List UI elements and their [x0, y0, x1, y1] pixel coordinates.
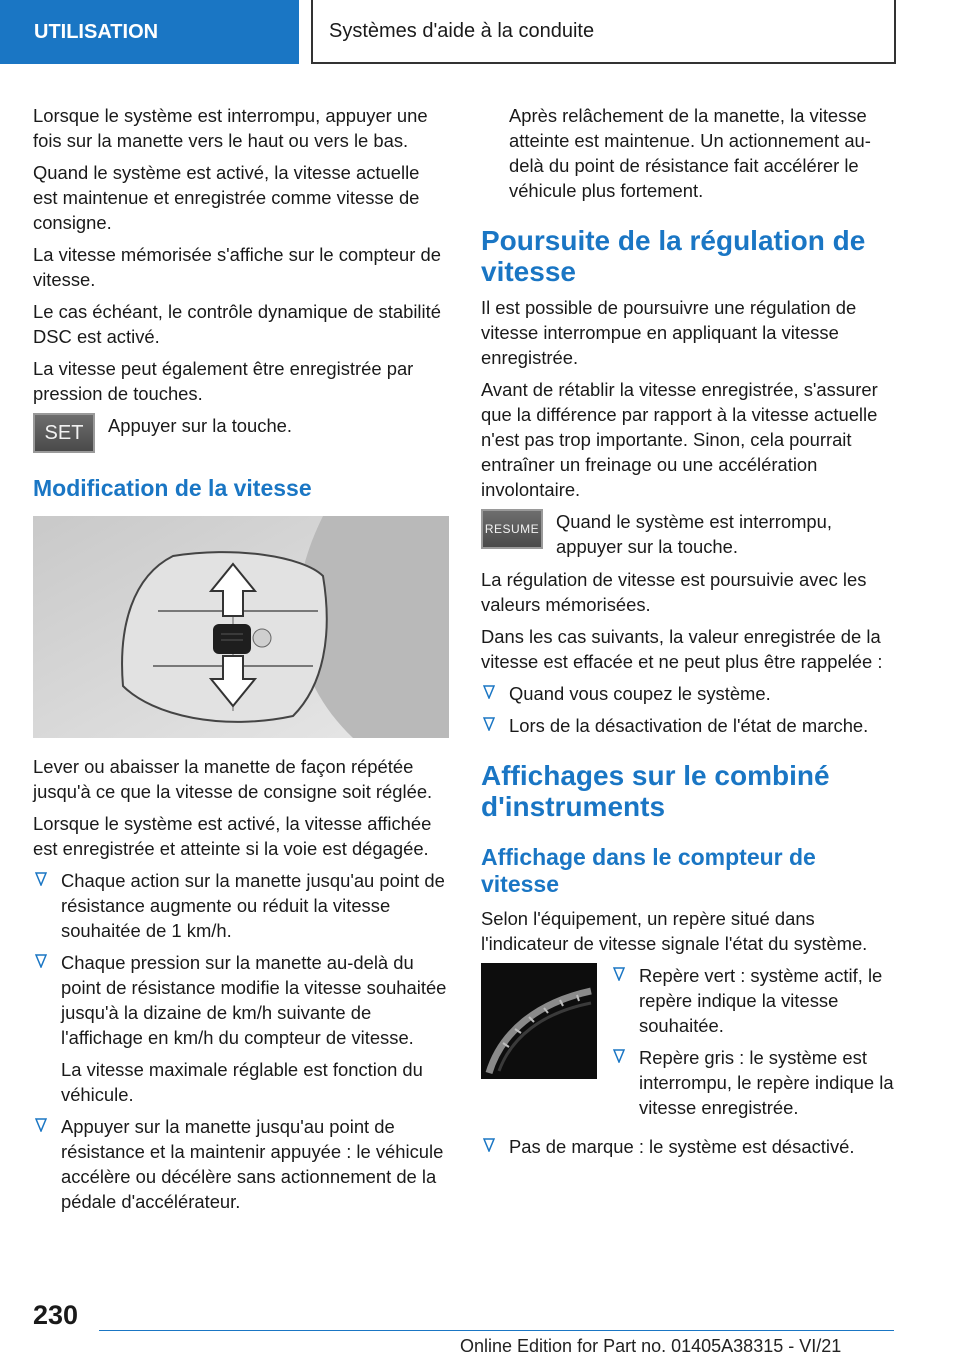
paragraph: Après relâchement de la manette, la vitesse atteinte est maintenue. Un actionnement au-delà du point de résistance fait accélérer le véhicule plus fortement. — [509, 105, 871, 201]
triangle-bullet-icon — [483, 685, 495, 699]
paragraph: Il est possible de poursuivre une régulation de vitesse interrompue en appliquant la vitesse enregistrée. — [481, 297, 857, 368]
set-button-image: SET — [33, 413, 95, 453]
paragraph: La vitesse peut également être enregistrée par pression de touches. — [33, 358, 414, 404]
right-column — [481, 103, 897, 1166]
list-item — [33, 950, 449, 1107]
footer-divider — [99, 1330, 894, 1331]
page-number: 230 — [33, 1300, 79, 1330]
resume-button-row — [481, 509, 897, 559]
bullet-list — [33, 868, 449, 1214]
paragraph: Quand le système est activé, la vitesse actuelle est maintenue et enregistrée comme vitesse de consigne. — [33, 162, 420, 233]
list-item-text: Repère gris : le système est interrompu, le repère indique la vitesse enregistrée. — [639, 1047, 894, 1118]
set-button-instruction: Appuyer sur la touche. — [108, 415, 293, 436]
list-item — [611, 963, 897, 1038]
paragraph: Selon l'équipement, un repère situé dans l'indicateur de vitesse signale l'état du système. — [481, 908, 868, 954]
list-item — [33, 1114, 449, 1214]
header-chapter-tab — [311, 0, 896, 64]
bullet-list — [481, 681, 897, 738]
triangle-bullet-icon — [613, 1049, 625, 1063]
bullet-list — [611, 963, 897, 1127]
list-item-text: Chaque pression sur la manette au-delà du point de résistance modifie la vitesse souhaitée jusqu'à la dizaine de km/h suivante de l'affichage en km/h du compteur de vitesse. — [61, 952, 447, 1048]
header-section-tab — [0, 0, 299, 64]
triangle-bullet-icon — [35, 872, 47, 886]
list-item-text: Repère vert : système actif, le repère indique la vitesse souhaitée. — [639, 965, 883, 1036]
header-section-label: UTILISATION — [34, 20, 159, 43]
paragraph: La régulation de vitesse est poursuivie avec les valeurs mémorisées. — [481, 569, 867, 615]
section-heading: Affichages sur le combiné d'instruments — [481, 760, 830, 822]
paragraph: Lorsque le système est activé, la vitesse affichée est enregistrée et atteinte si la voie est dégagée. — [33, 813, 432, 859]
paragraph: Avant de rétablir la vitesse enregistrée, s'assurer que la différence par rapport à la vitesse actuelle n'est pas trop importante. Sinon, cela pourrait entraîner un freinage ou une accélération involontaire. — [481, 379, 878, 500]
list-item — [481, 681, 897, 706]
list-item-text: Pas de marque : le système est désactivé. — [509, 1136, 855, 1157]
triangle-bullet-icon — [35, 954, 47, 968]
list-item — [611, 1045, 897, 1120]
resume-button-image: RESUME — [481, 509, 543, 549]
paragraph: Le cas échéant, le contrôle dynamique de stabilité DSC est activé. — [33, 301, 441, 347]
set-button-row — [33, 413, 449, 453]
list-item-text: Appuyer sur la manette jusqu'au point de résistance et la maintenir appuyée : le véhicule accélère ou décélère sans actionnement de la pédale d'accélérateur. — [61, 1116, 444, 1212]
triangle-bullet-icon — [35, 1118, 47, 1132]
list-item-note: La vitesse maximale réglable est fonction du véhicule. — [61, 1059, 423, 1105]
bullet-list — [481, 1134, 897, 1159]
paragraph: Dans les cas suivants, la valeur enregistrée de la vitesse est effacée et ne peut plus être rappelée : — [481, 626, 883, 672]
section-heading: Modification de la vitesse — [33, 475, 312, 501]
left-column — [33, 103, 449, 1221]
subsection-heading: Affichage dans le compteur de vitesse — [481, 844, 816, 897]
speedometer-row — [481, 963, 897, 1134]
list-item-text: Lors de la désactivation de l'état de marche. — [509, 715, 869, 736]
list-item — [481, 1134, 897, 1159]
triangle-bullet-icon — [483, 1138, 495, 1152]
paragraph: Lever ou abaisser la manette de façon répétée jusqu'à ce que la vitesse de consigne soit réglée. — [33, 756, 433, 802]
list-item — [481, 713, 897, 738]
resume-button-instruction: Quand le système est interrompu, appuyer sur la touche. — [556, 511, 832, 557]
list-item-text: Chaque action sur la manette jusqu'au point de résistance augmente ou réduit la vitesse souhaitée de 1 km/h. — [61, 870, 445, 941]
triangle-bullet-icon — [483, 717, 495, 731]
steering-wheel-lever-photo — [33, 516, 449, 738]
list-item-text: Quand vous coupez le système. — [509, 683, 771, 704]
footer-edition: Online Edition for Part no. 01405A38315 - VI/21 — [460, 1336, 842, 1356]
list-item — [33, 868, 449, 943]
header-chapter-label: Systèmes d'aide à la conduite — [329, 19, 595, 42]
speedometer-marker-image — [481, 963, 597, 1079]
paragraph: Lorsque le système est interrompu, appuyer une fois sur la manette vers le haut ou vers le bas. — [33, 105, 428, 151]
paragraph: La vitesse mémorisée s'affiche sur le compteur de vitesse. — [33, 244, 441, 290]
triangle-bullet-icon — [613, 967, 625, 981]
section-heading: Poursuite de la régulation de vitesse — [481, 225, 866, 287]
